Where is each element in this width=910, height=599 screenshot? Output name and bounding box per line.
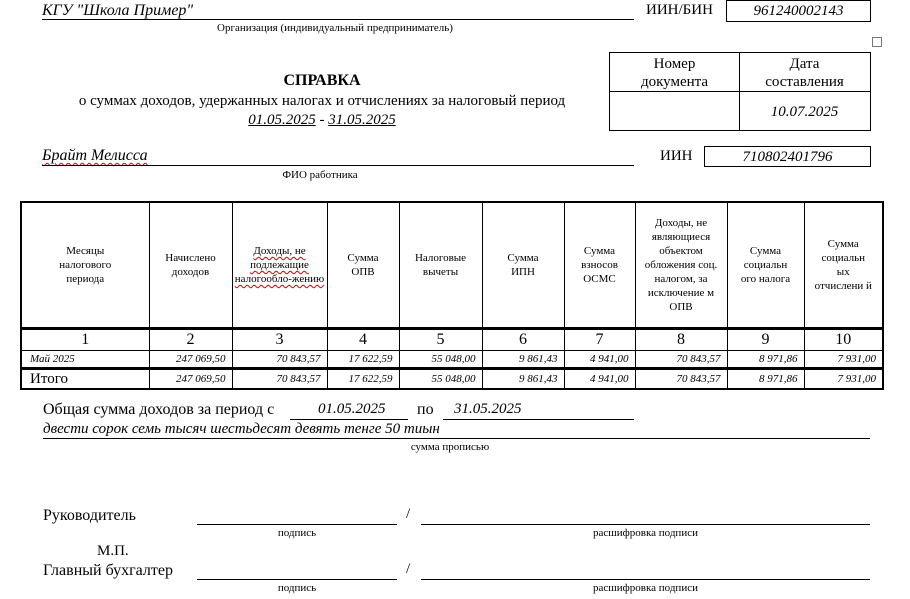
col-header-nonsocial: Доходы, не являющиеся объектом обложения соц. налогом, за исключение м ОПВ [635,202,727,329]
table-cell: 247 069,50 [149,351,232,369]
document-subtitle: о суммах доходов, удержанных налогах и отчислениях за налоговый период [78,93,566,109]
doc-number-label: Номер документа [640,56,709,90]
employee-caption: ФИО работника [282,169,358,181]
summary-to-label: по [417,401,434,418]
employee-underline [42,165,634,166]
director-decode-caption: расшифровка подписи [593,527,698,539]
table-cell: 70 843,57 [232,351,327,369]
accountant-sign-caption: подпись [277,582,317,594]
col-header-opv: Сумма ОПВ [327,202,399,329]
summary-to: 31.05.2025 [454,401,522,417]
document-period [20,112,624,129]
total-cell: 70 843,57 [635,369,727,390]
col-header-accrued: Начислено доходов [149,202,232,329]
total-cell: 8 971,86 [727,369,804,390]
accountant-slash: / [406,561,411,577]
period-from: 01.05.2025 [248,112,316,128]
income-table [20,201,884,390]
director-sign-line [197,524,397,525]
summary-words: двести сорок семь тысяч шестьдесят девять тенге 50 тиын [43,421,440,437]
summary-label: Общая сумма доходов за период с [43,401,275,418]
director-sign-caption: подпись [277,527,317,539]
employee-iin-label: ИИН [660,148,693,164]
total-cell: 17 622,59 [327,369,399,390]
table-number-row [21,329,883,351]
col-header-osms: Сумма взносов ОСМС [564,202,635,329]
summary-from-underline [290,419,408,420]
table-cell: 70 843,57 [635,351,727,369]
table-cell: 9 861,43 [482,351,564,369]
doc-date-value: 10.07.2025 [770,104,839,120]
col-number: 6 [482,329,564,351]
table-cell: 55 048,00 [399,351,482,369]
accountant-decode-line [421,579,870,580]
total-cell: 70 843,57 [232,369,327,390]
summary-to-underline [443,419,634,420]
col-header-deductions: Налоговые вычеты [399,202,482,329]
col-number: 9 [727,329,804,351]
document-title: СПРАВКА [283,72,361,89]
accountant-sign-line [197,579,397,580]
total-cell: Итого [21,369,149,390]
table-cell: Май 2025 [21,351,149,369]
doc-date-label: Дата составления [765,56,844,90]
table-cell: 17 622,59 [327,351,399,369]
accountant-label: Главный бухгалтер [43,562,173,579]
organization-name: КГУ "Школа Пример" [42,2,194,19]
col-number: 4 [327,329,399,351]
col-number: 8 [635,329,727,351]
iin-bin-label: ИИН/БИН [646,2,713,18]
total-cell: 4 941,00 [564,369,635,390]
doc-box-hline [610,91,870,92]
col-header-nontaxable: Доходы, не подлежащие налогооблo-жению [232,202,327,329]
employee-iin-value: 710802401796 [704,146,871,167]
table-cell: 7 931,00 [804,351,883,369]
col-header-months: Месяцы налогового периода [21,202,149,329]
organization-underline [42,19,634,20]
accountant-decode-caption: расшифровка подписи [593,582,698,594]
table-cell: 8 971,86 [727,351,804,369]
col-header-ipn: Сумма ИПН [482,202,564,329]
period-sep: - [315,112,329,128]
col-number: 3 [232,329,327,351]
document-info-box [609,52,871,131]
stamp-place: М.П. [97,543,129,559]
summary-words-underline [43,438,870,439]
total-cell: 7 931,00 [804,369,883,390]
col-number: 1 [21,329,149,351]
summary-from: 01.05.2025 [318,401,386,417]
table-total-row [21,369,883,390]
col-header-social-contrib: Сумма социальн ых отчислени й [804,202,883,329]
period-to: 31.05.2025 [328,112,396,128]
corner-checkbox[interactable] [872,37,882,47]
table-row [21,351,883,369]
col-number: 2 [149,329,232,351]
director-label: Руководитель [43,507,136,524]
table-header-row [21,202,883,329]
total-cell: 9 861,43 [482,369,564,390]
col-number: 7 [564,329,635,351]
total-cell: 247 069,50 [149,369,232,390]
col-number: 5 [399,329,482,351]
summary-words-caption: сумма прописью [410,441,490,453]
table-cell: 4 941,00 [564,351,635,369]
employee-name: Брайт Мелисса [42,147,148,164]
col-number: 10 [804,329,883,351]
total-cell: 55 048,00 [399,369,482,390]
director-decode-line [421,524,870,525]
col-header-social-tax: Сумма социальн ого налога [727,202,804,329]
organization-caption: Организация (индивидуальный предприниматель) [217,22,453,34]
iin-bin-value: 961240002143 [726,0,871,22]
director-slash: / [406,506,411,522]
